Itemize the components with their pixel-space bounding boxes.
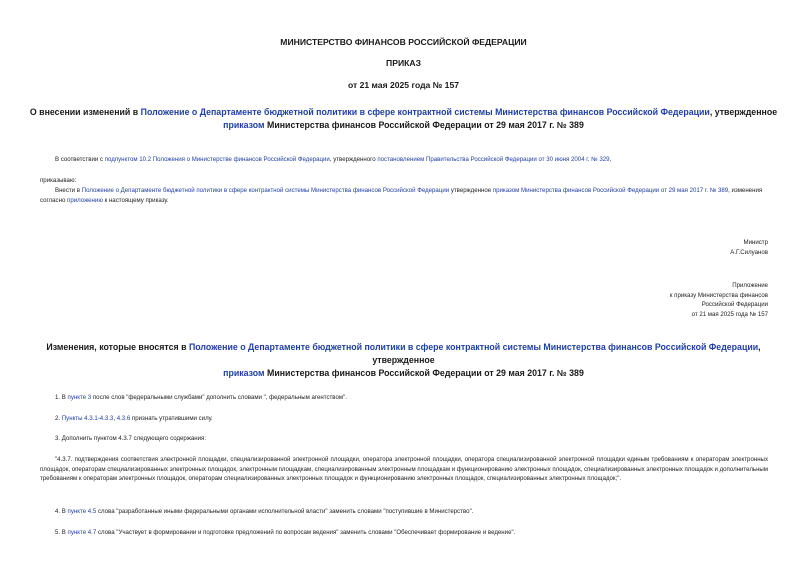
- item-2-text-1: 2.: [55, 415, 62, 422]
- order-item-text-3: , изменения согласно: [40, 187, 763, 204]
- item-5-text-2: слова "Участвует в формировании и подготовке предложений по вопросам ведения" заменить словами "Обеспечивает формирование и ведение".: [96, 529, 516, 536]
- appendix-line-1: Приложение: [732, 282, 768, 289]
- title-pre: О внесении изменений в: [29, 107, 141, 117]
- order-item-paragraph: [40, 186, 768, 205]
- item-2-link-1[interactable]: Пункты 4.3.1-4.3.3: [61, 415, 114, 422]
- changes-title-link-regulation[interactable]: Положение о Департаменте бюджетной политики в сфере контрактной системы Министерства финансов Российской Федерации: [188, 342, 759, 352]
- changes-title-link-order[interactable]: приказом: [223, 368, 265, 378]
- item-2-text-3: признать утратившими силу.: [130, 415, 213, 422]
- changes-title: [20, 341, 787, 380]
- item-2-text-2: ,: [113, 415, 117, 422]
- change-item-4: [55, 507, 775, 517]
- preamble-text-2: , утвержденного: [329, 156, 378, 163]
- ministry-heading: МИНИСТЕРСТВО ФИНАНСОВ РОССИЙСКОЙ ФЕДЕРАЦИИ: [280, 37, 527, 47]
- order-item-link-order[interactable]: приказом Министерства финансов Российской Федерации от 29 мая 2017 г. № 389: [492, 187, 729, 194]
- order-item-text-1: Внести в: [55, 187, 82, 194]
- preamble-text-1: В соответствии с: [55, 156, 105, 163]
- item-1-text-2: после слов "федеральными службами" дополнить словами ", федеральным агентством".: [91, 394, 347, 401]
- order-item-link-regulation[interactable]: Положение о Департаменте бюджетной политики в сфере контрактной системы Министерства финансов Российской Федерации: [81, 187, 450, 194]
- order-word: приказываю:: [40, 177, 77, 184]
- signature-name: А.Г.Силуанов: [730, 248, 768, 256]
- doc-date-number: от 21 мая 2025 года № 157: [347, 80, 460, 90]
- signature-position: Министр: [743, 239, 768, 246]
- change-item-3-content: "4.3.7. подтверждения соответствия электронной площадки, специализированной электронной площадки, оператора электронной площадки, оператора специализированной электронной площадки единым требованиям к операторам электронных площадок, операторам специализированных электронных площадок, электронным площадкам, специализированным электронным площадкам и функционированию электронных площадок, специализированных электронных площадок и дополнительным требованиям к операторам электронных площадок, операторам специализированных электронных площадок и функционированию электронных площадок, специализированных электронных площадок;".: [40, 456, 768, 482]
- order-item-link-appendix[interactable]: приложению: [67, 196, 103, 204]
- appendix-line-3: Российской Федерации: [701, 301, 768, 308]
- title-link-order[interactable]: приказом: [223, 120, 265, 130]
- signature-block: [730, 238, 768, 257]
- order-item-text-2: утвержденное: [449, 187, 493, 194]
- preamble-link-subclause[interactable]: подпунктом 10.2 Положения о Министерстве финансов Российской Федерации: [104, 156, 330, 163]
- change-item-1: [55, 393, 775, 403]
- preamble-text-3: ,: [609, 156, 612, 163]
- doc-type-heading: ПРИКАЗ: [386, 58, 421, 68]
- changes-title-post: Министерства финансов Российской Федерации от 29 мая 2017 г. № 389: [264, 368, 584, 378]
- order-title: [20, 106, 787, 132]
- item-5-link[interactable]: пункте 4.7: [67, 529, 97, 536]
- title-link-regulation[interactable]: Положение о Департаменте бюджетной политики в сфере контрактной системы Министерства финансов Российской Федерации: [140, 107, 710, 117]
- preamble-paragraph: [55, 155, 775, 165]
- item-1-text-1: 1. В: [55, 394, 68, 401]
- title-mid: , утвержденное: [709, 107, 778, 117]
- title-post: Министерства финансов Российской Федерации от 29 мая 2017 г. № 389: [264, 120, 584, 130]
- appendix-block: [670, 281, 768, 319]
- item-2-link-2[interactable]: 4.3.6: [116, 415, 131, 422]
- change-item-5: [55, 528, 775, 538]
- change-item-2: [55, 414, 775, 424]
- item-5-text-1: 5. В: [55, 529, 68, 536]
- preamble-link-resolution[interactable]: постановлением Правительства Российской Федерации от 30 июня 2004 г. № 329: [377, 156, 610, 163]
- appendix-line-2: к приказу Министерства финансов: [669, 291, 768, 299]
- changes-title-mid: , утвержденное: [372, 342, 761, 365]
- item-4-text-1: 4. В: [55, 508, 68, 515]
- item-4-link[interactable]: пункте 4.5: [67, 508, 97, 515]
- item-3-text-1: 3. Дополнить пунктом 4.3.7 следующего содержания:: [55, 435, 207, 442]
- change-item-3: [55, 434, 775, 444]
- order-item-text-4: к настоящему приказу.: [102, 196, 169, 204]
- item-1-link[interactable]: пункте 3: [67, 394, 92, 401]
- changes-title-pre: Изменения, которые вносятся в: [46, 342, 189, 352]
- appendix-line-4: от 21 мая 2025 года № 157: [691, 310, 768, 318]
- item-4-text-2: слова "разработанные иными федеральными органами исполнительной власти" заменить словами "поступившие в Министерство".: [96, 508, 474, 515]
